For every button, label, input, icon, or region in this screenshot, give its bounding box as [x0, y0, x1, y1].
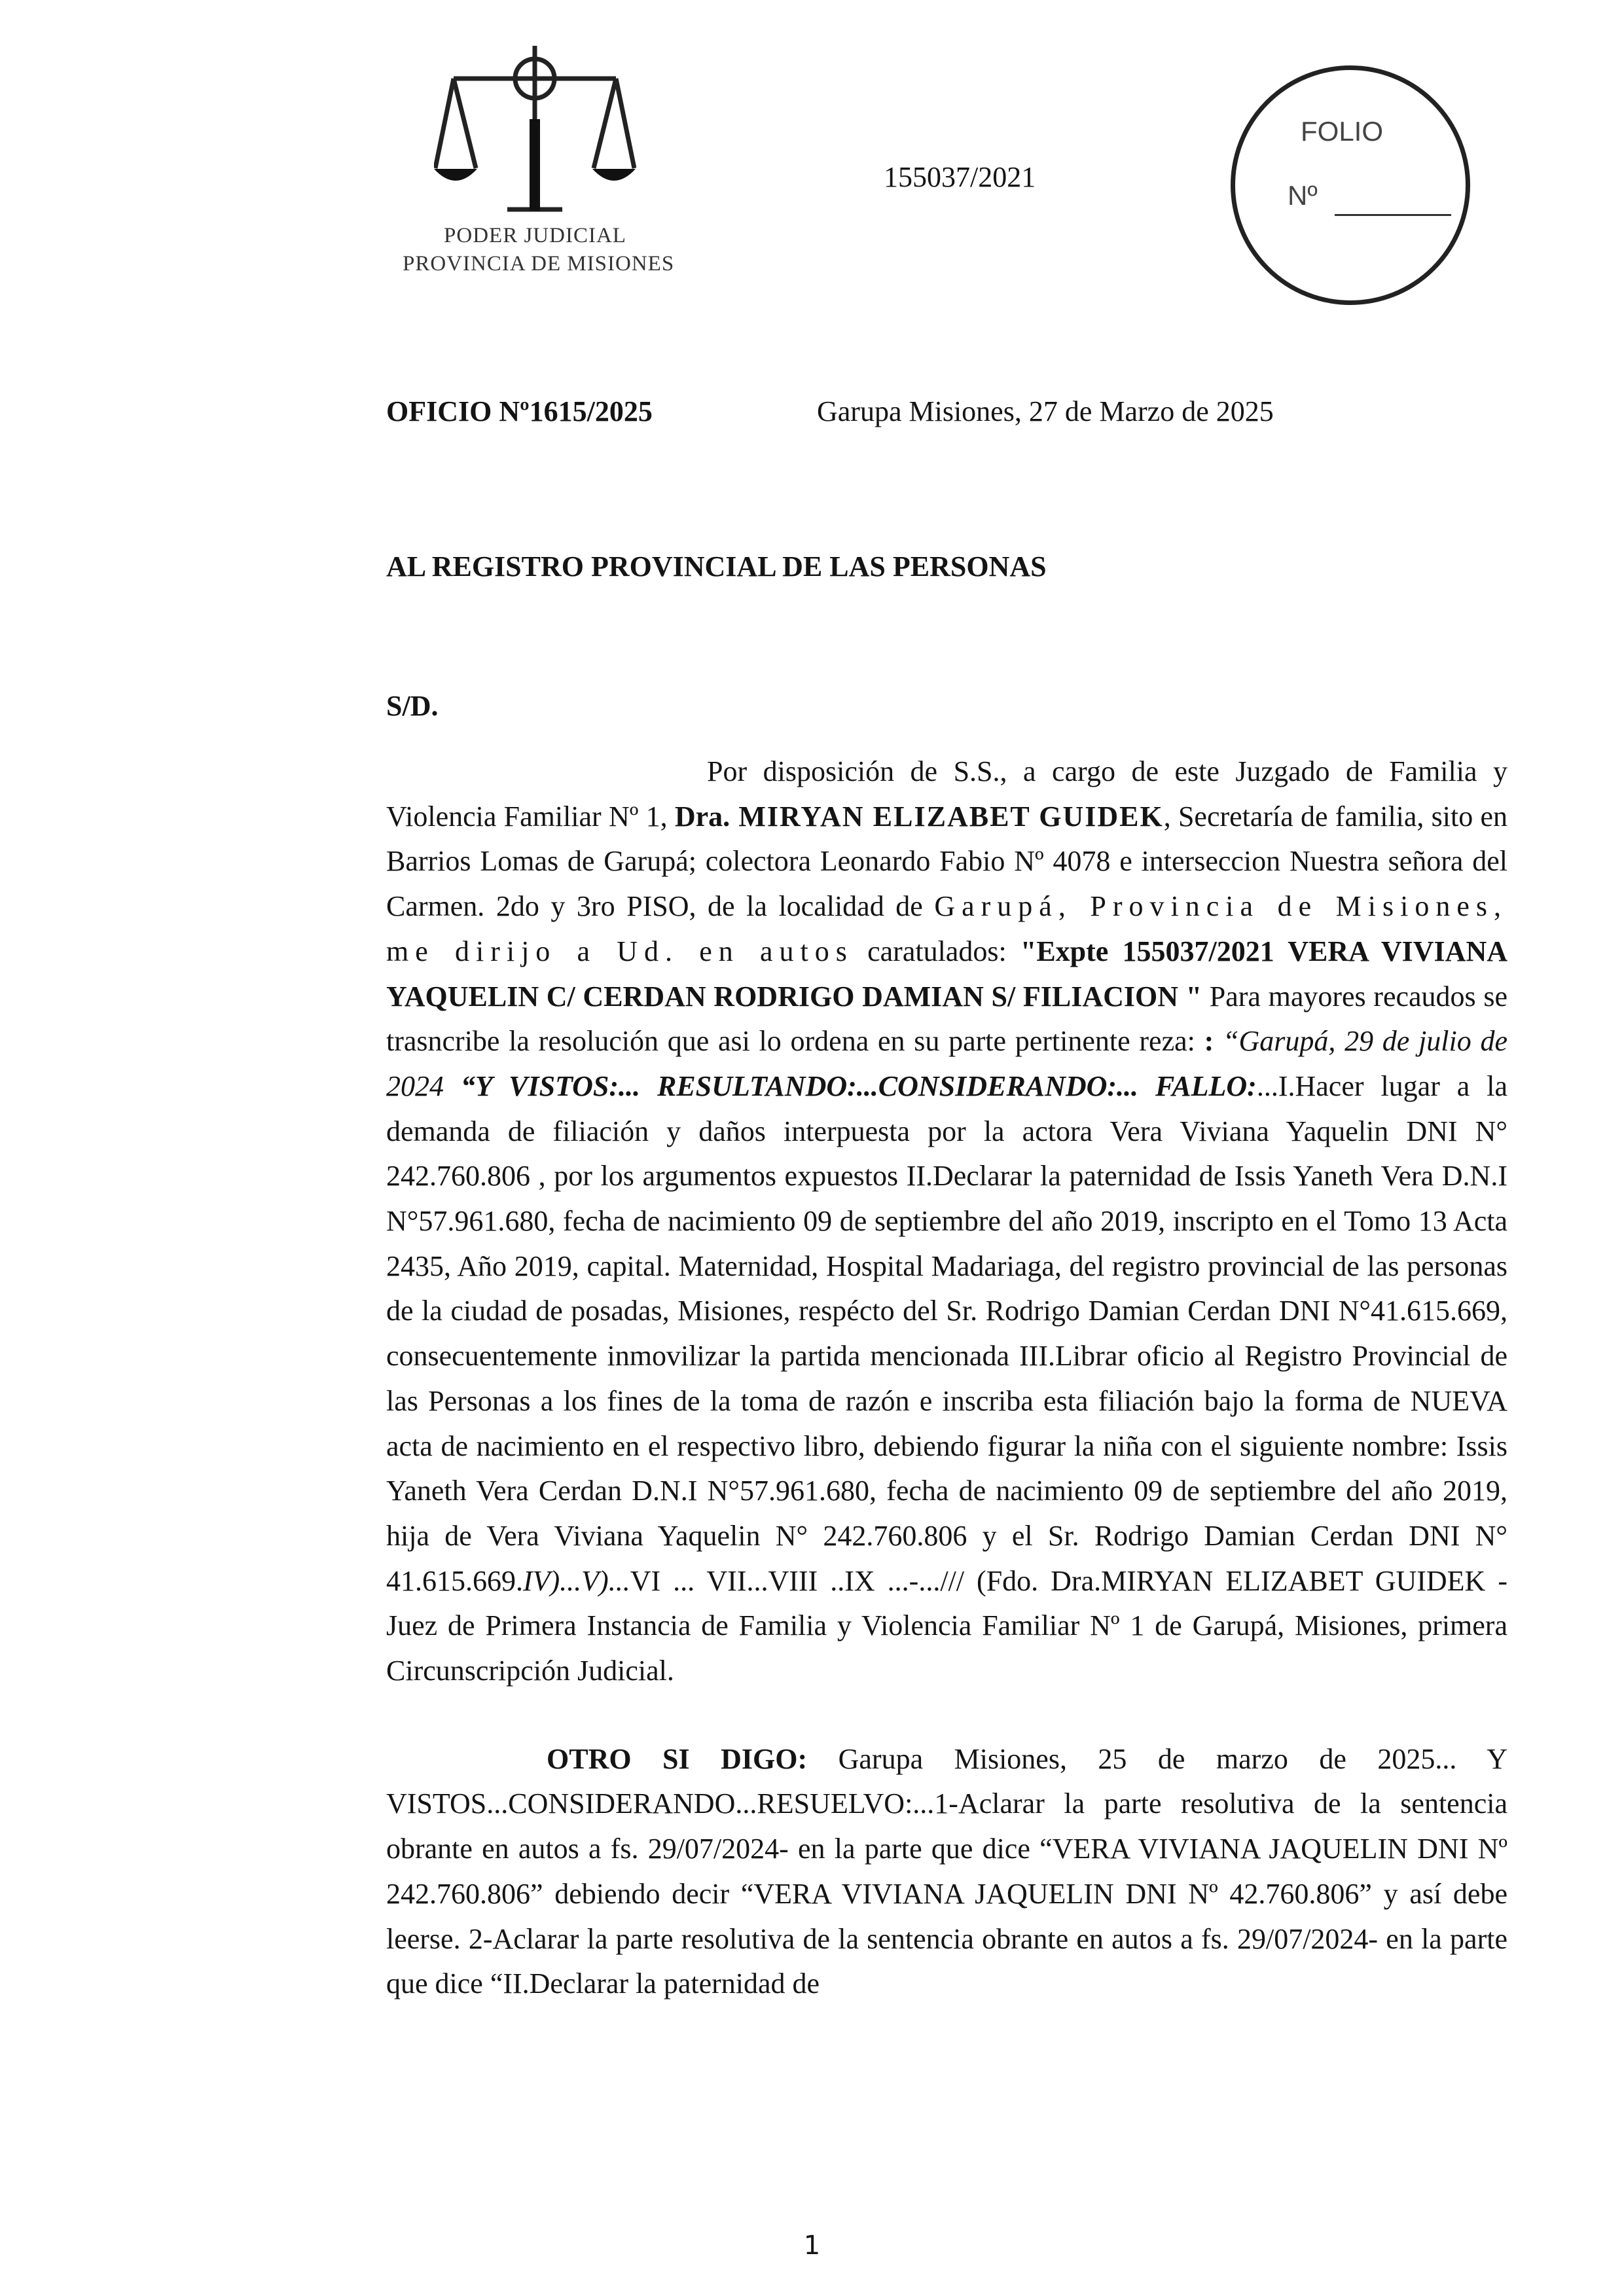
seal-line-1: PODER JUDICIAL — [444, 224, 626, 247]
quote-headings: “Y VISTOS:... RESULTANDO:...CONSIDERANDO:... FALLO: — [460, 1069, 1257, 1102]
case-title: "Expte 155037/2021 VERA VIVIANA YAQUELIN C/ CERDAN RODRIGO DAMIAN S/ FILIACION " — [386, 935, 1507, 1013]
caratulados-text: caratulados: — [853, 935, 1020, 967]
page-number: 1 — [803, 2231, 821, 2261]
judge-title: Dra. — [674, 800, 731, 833]
folio-label: FOLIO — [1301, 116, 1384, 147]
colon: : — [1204, 1025, 1214, 1058]
recipient: AL REGISTRO PROVINCIAL DE LAS PERSONAS — [386, 550, 1047, 583]
oficio-place-date: Garupa Misiones, 27 de Marzo de 2025 — [817, 395, 1274, 427]
ruling-omitted-sections: IV)...V)... — [523, 1564, 630, 1597]
oficio-number: OFICIO Nº1615/2025 — [386, 395, 653, 427]
judge-name: MIRYAN ELIZABET GUIDEK — [730, 800, 1164, 833]
signature-line: (Fdo. Dra.MIRYAN ELIZABET GUIDEK -Juez de Primera Instancia de Familia y Violencia Familiar Nº 1 de Garupá, Misiones, primera Circunscripción Judicial. — [386, 1564, 1508, 1687]
ruling-ellipsis: VI ... VII...VIII ..IX ...-.../// — [630, 1564, 965, 1597]
folio-stamp — [1231, 65, 1470, 305]
salutation: S/D. — [386, 690, 439, 722]
otro-si-digo-paragraph — [386, 1737, 1507, 2007]
otro-si-digo-text: Garupa Misiones, 25 de marzo de 2025... Y VISTOS...CONSIDERANDO...RESUELVO:...1-Aclarar la parte resolutiva de la sentencia obrante en autos a fs. 29/07/2024- en la parte que dice “VERA VIVIANA JAQUELIN DNI Nº 242.760.806” debiendo decir “VERA VIVIANA JAQUELIN DNI Nº 42.760.806” y así debe leerse. 2-Aclarar la parte resolutiva de la sentencia obrante en autos a fs. 29/07/2024- en la parte que dice “II.Declarar la paternidad de — [386, 1742, 1507, 2000]
folio-blank-line — [1335, 214, 1451, 216]
intro-text: Por disposición de S.S., a cargo de este Juzgado de Familia y Violencia Familiar Nº 1, — [386, 755, 1507, 833]
quote-date: “Garupá, 29 de julio de 2024 — [386, 1025, 1508, 1102]
seal-line-2: PROVINCIA DE MISIONES — [403, 252, 675, 276]
expediente-number: 155037/2021 — [884, 161, 1036, 193]
court-address: , Secretaría de familia, sito en Barrios Lomas de Garupá; colectora Leonardo Fabio Nº 4078 e interseccion Nuestra señora del Carmen. 2do y 3ro PISO, de la localidad de — [386, 800, 1507, 923]
scales-of-justice-icon — [434, 41, 636, 217]
main-paragraph — [386, 749, 1507, 1694]
folio-number-label: Nº — [1288, 180, 1318, 211]
transcription-intro: Para mayores recaudos se trasncribe la resolución que asi lo ordena en su parte pertinente reza: — [386, 980, 1507, 1058]
otro-si-digo-lead: OTRO SI DIGO: — [547, 1742, 808, 1775]
locality-text: Garupá, Provincia de Misiones, me dirijo a Ud. en autos — [386, 890, 1507, 967]
judicial-seal — [403, 41, 675, 289]
letter-body — [386, 749, 1507, 2007]
ruling-text: ...I.Hacer lugar a la demanda de filiación y daños interpuesta por la actora Vera Viviana Yaquelin DNI N° 242.760.806 , por los argumentos expuestos II.Declarar la paternidad de Issis Yaneth Vera D.N.I N°57.961.680, fecha de nacimiento 09 de septiembre del año 2019, inscripto en el Tomo 13 Acta 2435, Año 2019, capital. Maternidad, Hospital Madariaga, del registro provincial de las personas de la ciudad de posadas, Misiones, respécto del Sr. Rodrigo Damian Cerdan DNI N°41.615.669, consecuentemente inmovilizar la partida mencionada III.Librar oficio al Registro Provincial de las Personas a los fines de la toma de razón e inscriba esta filiación bajo la forma de NUEVA acta de nacimiento en el respectivo libro, debiendo figurar la niña con el siguiente nombre: Issis Yaneth Vera Cerdan D.N.I N°57.961.680, fecha de nacimiento 09 de septiembre del año 2019, hija de Vera Viviana Yaquelin N° 242.760.806 y el Sr. Rodrigo Damian Cerdan DNI N° 41.615.669. — [386, 1069, 1508, 1597]
